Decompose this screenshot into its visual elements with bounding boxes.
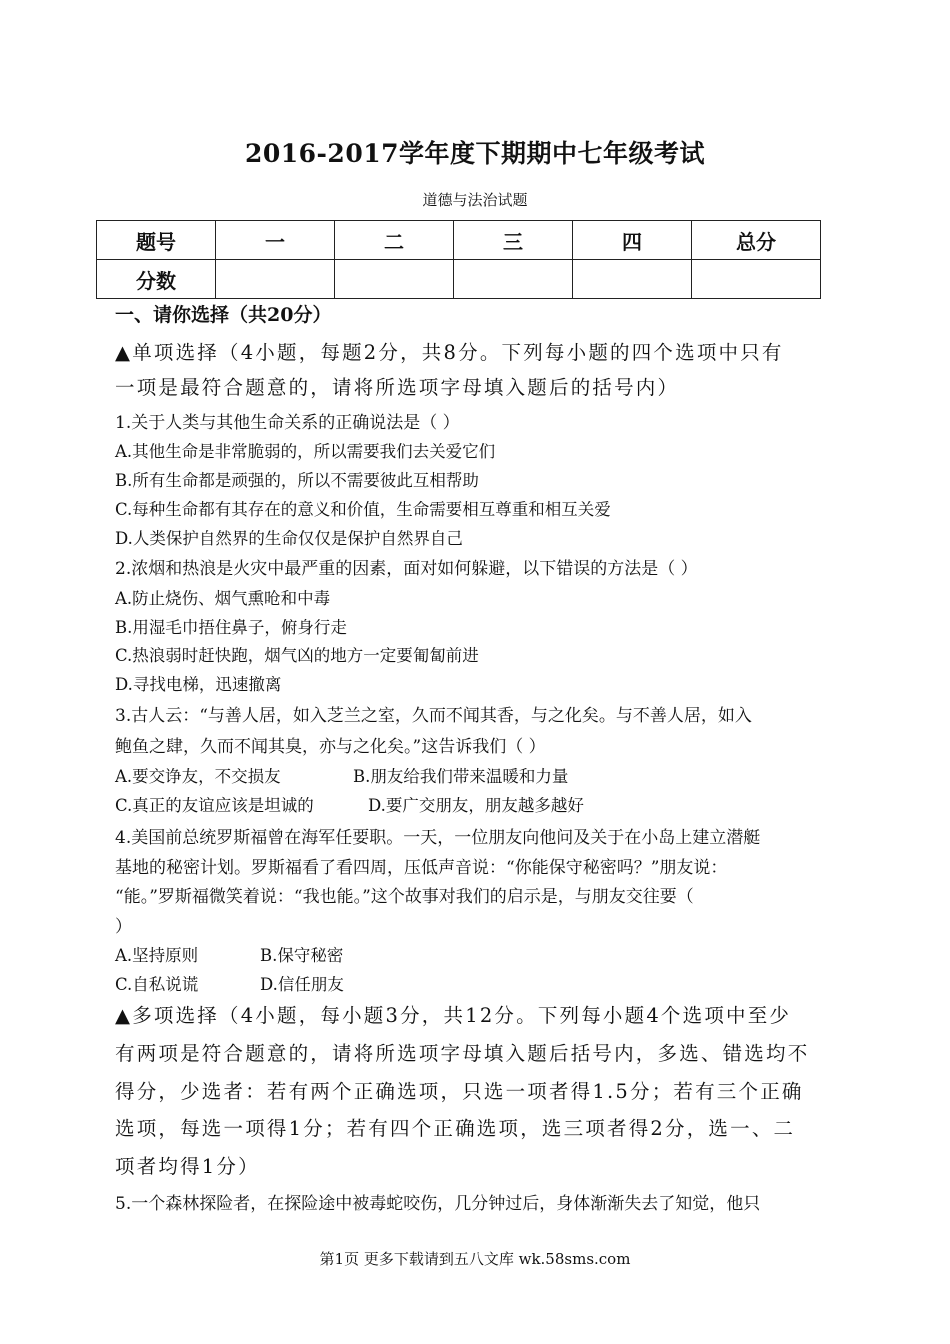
question-2-stem: 2.浓烟和热浪是火灾中最严重的因素，面对如何躲避，以下错误的方法是（ ） bbox=[115, 559, 698, 579]
question-4-stem-line: 基地的秘密计划。罗斯福看了看四周，压低声音说：“你能保守秘密吗？”朋友说： bbox=[115, 858, 728, 878]
score-entry-cell bbox=[692, 260, 821, 299]
page-subtitle: 道德与法治试题 bbox=[422, 191, 528, 209]
question-3-option-c: C.真正的友谊应该是坦诚的 bbox=[115, 796, 314, 815]
multi-choice-instructions-line: 项者均得1分） bbox=[115, 1155, 260, 1178]
question-4-stem-line: 4.美国前总统罗斯福曾在海军任要职。一天，一位朋友向他问及关于在小岛上建立潜艇 bbox=[115, 828, 761, 848]
section-heading: 一、请你选择（共20分） bbox=[115, 304, 332, 326]
question-3-option-b: B.朋友给我们带来温暖和力量 bbox=[353, 767, 569, 786]
question-3-option-d: D.要广交朋友，朋友越多越好 bbox=[368, 796, 584, 815]
question-4-option-a: A.坚持原则 bbox=[115, 946, 199, 965]
table-cell: 一 bbox=[216, 221, 335, 260]
question-2-option-d: D.寻找电梯，迅速撤离 bbox=[115, 675, 282, 694]
single-choice-instructions-line: ▲单项选择（4小题，每题2分，共8分。下列每小题的四个选项中只有 bbox=[115, 341, 784, 364]
question-3-stem-line: 3.古人云：“与善人居，如入芝兰之室，久而不闻其香，与之化矣。与不善人居，如入 bbox=[115, 706, 752, 726]
question-4-option-d: D.信任朋友 bbox=[260, 975, 344, 994]
score-table-score-row bbox=[97, 260, 821, 299]
multi-choice-instructions-line: 得分，少选者：若有两个正确选项，只选一项者得1.5分；若有三个正确 bbox=[115, 1080, 804, 1103]
multi-choice-instructions-line: 有两项是符合题意的，请将所选项字母填入题后括号内，多选、错选均不 bbox=[115, 1042, 810, 1065]
question-3-option-a: A.要交诤友，不交损友 bbox=[115, 767, 281, 786]
score-entry-cell bbox=[573, 260, 692, 299]
score-table bbox=[96, 220, 821, 299]
question-1-stem: 1.关于人类与其他生命关系的正确说法是（ ） bbox=[115, 413, 460, 433]
question-4-stem-line: “能。”罗斯福微笑着说：“我也能。”这个故事对我们的启示是，与朋友交往要（ bbox=[115, 887, 694, 907]
score-entry-cell bbox=[454, 260, 573, 299]
question-2-option-c: C.热浪弱时赶快跑，烟气凶的地方一定要匍匐前进 bbox=[115, 646, 479, 665]
table-cell: 二 bbox=[335, 221, 454, 260]
question-1-option-d: D.人类保护自然界的生命仅仅是保护自然界自己 bbox=[115, 529, 463, 548]
table-cell: 题号 bbox=[97, 221, 216, 260]
question-2-option-a: A.防止烧伤、烟气熏呛和中毒 bbox=[115, 589, 331, 608]
score-entry-cell bbox=[216, 260, 335, 299]
question-1-option-b: B.所有生命都是顽强的，所以不需要彼此互相帮助 bbox=[115, 471, 479, 490]
score-entry-cell bbox=[335, 260, 454, 299]
question-2-option-b: B.用湿毛巾捂住鼻子，俯身行走 bbox=[115, 618, 347, 637]
question-1-option-c: C.每种生命都有其存在的意义和价值，生命需要相互尊重和相互关爱 bbox=[115, 500, 611, 519]
question-4-stem-line: ） bbox=[115, 917, 132, 937]
question-3-stem-line: 鲍鱼之肆，久而不闻其臭，亦与之化矣。”这告诉我们（ ） bbox=[115, 737, 546, 757]
multi-choice-instructions-line: 选项，每选一项得1分；若有四个正确选项，选三项者得2分，选一、二 bbox=[115, 1117, 796, 1140]
score-table-header-row bbox=[97, 221, 821, 260]
page-title: 2016-2017学年度下期期中七年级考试 bbox=[244, 139, 706, 168]
question-1-option-a: A.其他生命是非常脆弱的，所以需要我们去关爱它们 bbox=[115, 442, 496, 461]
single-choice-instructions-line: 一项是最符合题意的，请将所选项字母填入题后的括号内） bbox=[115, 376, 680, 399]
page-footer: 第1页 更多下载请到五八文库 wk.58sms.com bbox=[319, 1250, 631, 1268]
question-4-option-b: B.保守秘密 bbox=[260, 946, 344, 965]
table-cell: 分数 bbox=[97, 260, 216, 299]
question-4-option-c: C.自私说谎 bbox=[115, 975, 199, 994]
question-5-stem: 5.一个森林探险者，在探险途中被毒蛇咬伤，几分钟过后，身体渐渐失去了知觉，他只 bbox=[115, 1194, 761, 1214]
table-cell: 三 bbox=[454, 221, 573, 260]
multi-choice-instructions-line: ▲多项选择（4小题，每小题3分，共12分。下列每小题4个选项中至少 bbox=[115, 1004, 792, 1027]
table-cell: 总分 bbox=[692, 221, 821, 260]
table-cell: 四 bbox=[573, 221, 692, 260]
